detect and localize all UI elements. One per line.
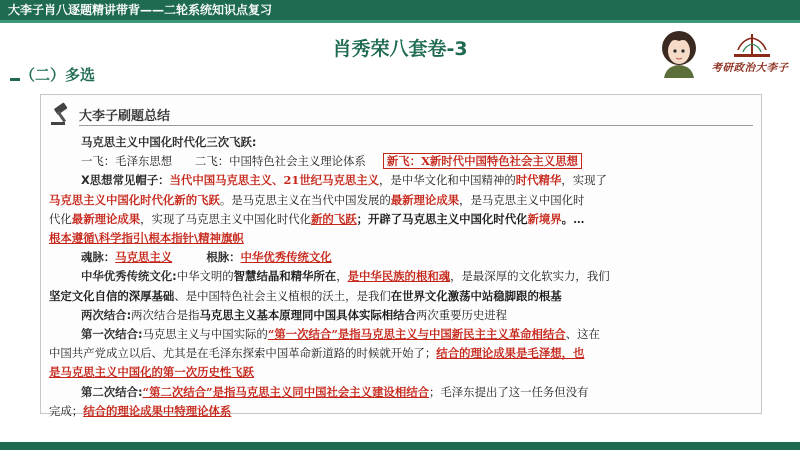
section-label: （二）多选: [20, 66, 96, 84]
panel-title: 大李子刷题总结: [79, 109, 171, 124]
footer-bar: [0, 442, 800, 450]
course-title: 大李子肖八逐题精讲带背——二轮系统知识点复习: [8, 3, 273, 17]
presenter-avatar: [652, 24, 706, 78]
line-1: 马克思主义中国化时代化三次飞跃:: [81, 135, 257, 149]
summary-panel: [40, 94, 762, 418]
line-4: 马克思主义中国化时代化新的飞跃。是马克思主义在当代中国发展的最新理论成果，是马克思主义中国化时: [49, 192, 585, 207]
brand-text: 考研政治大李子: [711, 62, 789, 74]
line-7: 魂脉：马克思主义 根脉：中华优秀传统文化: [81, 250, 332, 265]
page-title: 肖秀荣八套卷-3: [332, 38, 468, 60]
course-title-bar: [0, 0, 800, 20]
line-14: 第二次结合:“第二次结合”是指马克思主义同中国社会主义建设相结合；毛泽东提出了这一任务但没有: [81, 384, 589, 399]
summary-content: [49, 133, 757, 421]
line-5: 代化最新理论成果，实现了马克思主义中国化时代化新的飞跃；开辟了马克思主义中国化时代化新境界。…: [49, 211, 585, 226]
gavel-icon: [49, 101, 75, 127]
line-3: X思想常见帽子：当代中国马克思主义、21世纪马克思主义，是中华文化和中国精神的时代精华，实现了: [81, 173, 607, 188]
title-bar-accent: [0, 20, 800, 23]
line-13: 是马克思主义中国化的第一次历史性飞跃: [49, 365, 255, 380]
line-9: 坚定文化自信的深厚基础、是中国特色社会主义植根的沃土，是我们在世界文化激荡中站稳脚跟的根基: [49, 288, 562, 303]
new-leap-box: 新飞：X新时代中国特色社会主义思想: [383, 153, 582, 169]
line-11: 第一次结合:马克思主义与中国实际的“第一次结合”是指马克思主义与中国新民主主义革命相结合、这在: [81, 327, 600, 342]
line-15: 完成；结合的理论成果中特理论体系: [49, 403, 232, 418]
line-2: 一飞：毛泽东思想 二飞：中国特色社会主义理论体系 新飞：X新时代中国特色社会主义思想: [49, 152, 757, 171]
line-8: 中华优秀传统文化:中华文明的智慧结晶和精华所在，是中华民族的根和魂，是最深厚的文化软实力，我们: [81, 269, 610, 284]
line-6: 根本遵循\科学指引\根本指针\精神旗帜: [49, 231, 244, 246]
panel-divider: [79, 125, 753, 126]
line-10: 两次结合:两次结合是指马克思主义基本原理同中国具体实际相结合两次重要历史进程: [81, 307, 508, 322]
line-12: 中国共产党成立以后、尤其是在毛泽东探索中国革命新道路的时候就开始了；结合的理论成果是毛泽想，也: [49, 346, 585, 361]
